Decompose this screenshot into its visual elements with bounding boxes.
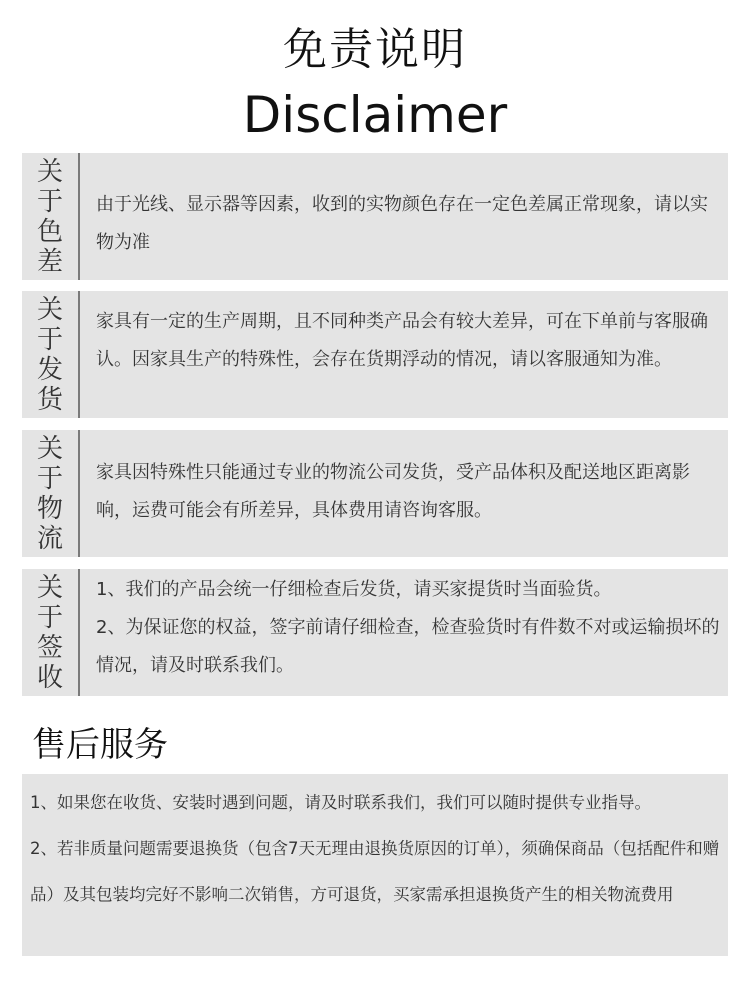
side-char: 货: [36, 384, 63, 415]
section-side-label: [22, 291, 80, 418]
section-logistics: [22, 430, 728, 557]
side-char: 关: [36, 156, 63, 187]
side-char: 关: [36, 433, 63, 464]
page-title-cn: 免责说明: [283, 24, 467, 75]
side-char: 于: [36, 324, 63, 355]
side-char: 色: [36, 216, 63, 247]
side-char: 收: [36, 662, 63, 693]
section-paragraph: 家具有一定的生产周期，且不同种类产品会有较大差异，可在下单前与客服确认。因家具生产的特殊性，会存在货期浮动的情况，请以客服通知为准。: [96, 311, 708, 370]
section-paragraph: 家具因特殊性只能通过专业的物流公司发货，受产品体积及配送地区距离影响，运费可能会有所差异，具体费用请咨询客服。: [96, 462, 690, 521]
section-side-label: [22, 569, 80, 696]
section-paragraph: 2、为保证您的权益，签字前请仔细检查，检查验货时有件数不对或运输损坏的情况，请及时联系我们。: [96, 617, 720, 676]
side-char: 关: [36, 294, 63, 325]
after-sales-content: [30, 780, 720, 918]
side-char: 差: [36, 246, 63, 277]
after-sales-block: [22, 774, 728, 956]
section-paragraph: 由于光线、显示器等因素，收到的实物颜色存在一定色差属正常现象，请以实物为准: [96, 194, 708, 253]
side-char: 于: [36, 186, 63, 217]
side-char: 发: [36, 354, 63, 385]
side-char: 于: [36, 602, 63, 633]
section-paragraph: 1、我们的产品会统一仔细检查后发货，请买家提货时当面验货。: [96, 579, 612, 600]
section-content: [96, 454, 720, 530]
section-content: [96, 303, 720, 379]
after-sales-title: 售后服务: [32, 725, 168, 765]
side-char: 物: [36, 493, 63, 524]
section-side-label: [22, 153, 80, 280]
side-char: 关: [36, 572, 63, 603]
page-title-en: Disclaimer: [242, 86, 508, 144]
side-char: 签: [36, 632, 63, 663]
after-sales-item: 1、如果您在收货、安装时遇到问题，请及时联系我们，我们可以随时提供专业指导。: [30, 793, 651, 812]
side-char: 流: [36, 523, 63, 554]
side-char: 于: [36, 463, 63, 494]
section-color-difference: [22, 153, 728, 280]
section-side-label: [22, 430, 80, 557]
section-receipt: [22, 569, 728, 696]
after-sales-item: 2、若非质量问题需要退换货（包含7天无理由退换货原因的订单），须确保商品（包括配件和赠品）及其包装均完好不影响二次销售，方可退货，买家需承担退换货产生的相关物流费用: [30, 839, 720, 904]
section-content: [96, 571, 720, 685]
section-shipping: [22, 291, 728, 418]
section-content: [96, 186, 720, 262]
